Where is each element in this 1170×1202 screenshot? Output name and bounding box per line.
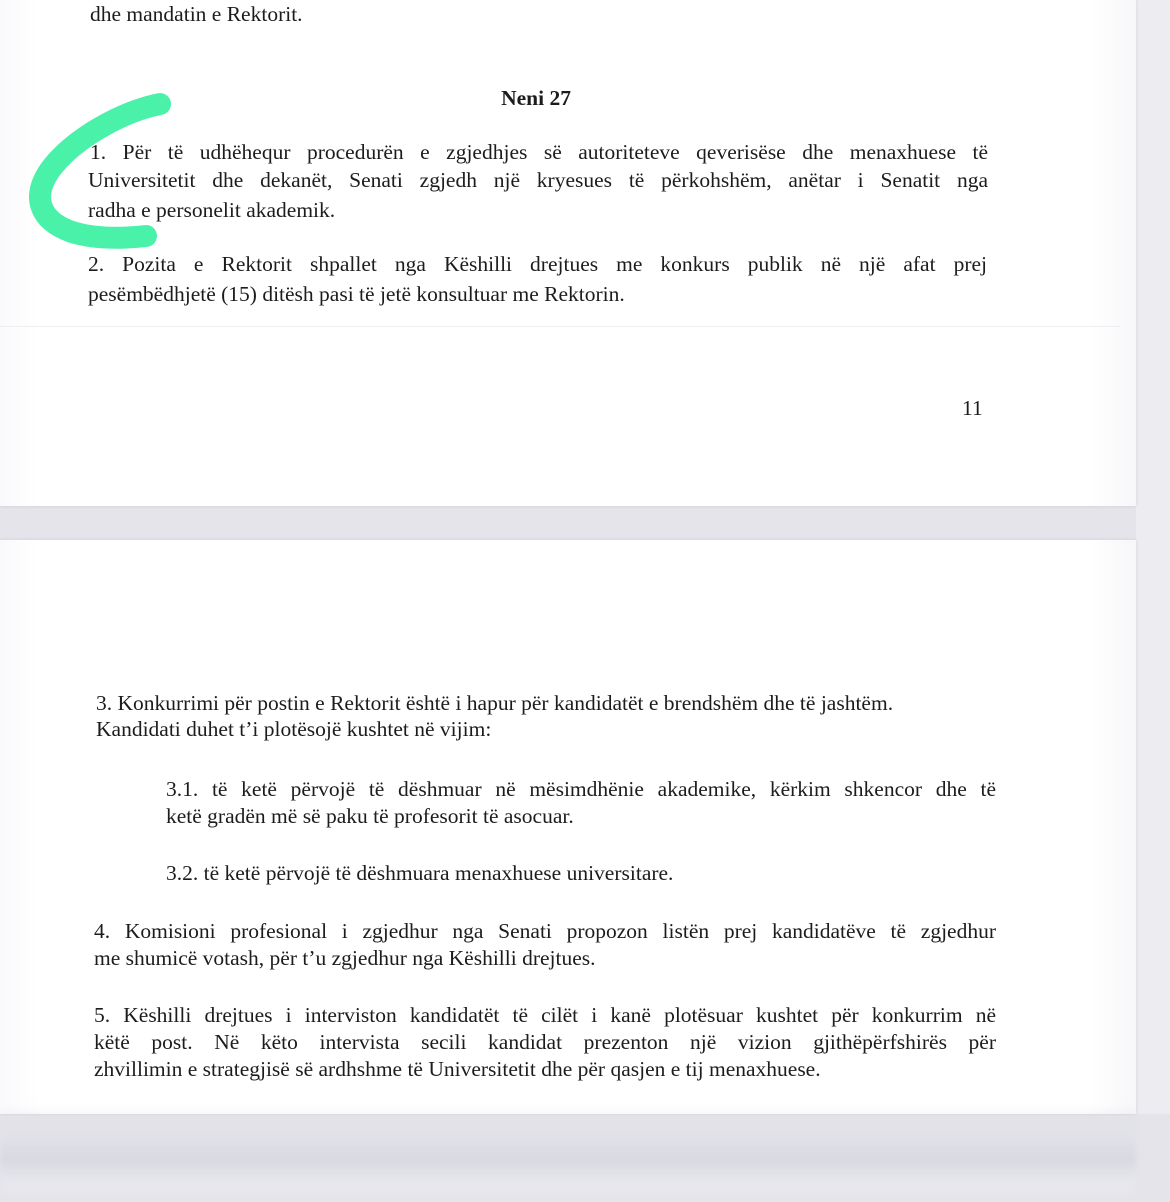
article-heading: Neni 27: [501, 86, 571, 110]
paragraph-2-line-2: pesëmbëdhjetë (15) ditësh pasi të jetë konsultuar me Rektorin.: [88, 282, 625, 306]
paragraph-4-line-1: 4. Komisioni profesional i zgjedhur nga Senati propozon listën prej kandidatëve të zgjedhur: [94, 919, 996, 943]
scan-artifact-line: [0, 326, 1120, 327]
paragraph-3-line-1: 3. Konkurrimi për postin e Rektorit është i hapur për kandidatët e brendshëm dhe të jashtëm.: [96, 691, 894, 715]
paragraph-1-line-2: Universitetit dhe dekanët, Senati zgjedh një kryesues të përkohshëm, anëtar i Senatit nga: [88, 168, 988, 192]
paragraph-1-line-1: 1. Për të udhëhequr procedurën e zgjedhjes së autoriteteve qeverisëse dhe menaxhuese të: [90, 140, 988, 164]
document-page-11: [0, 0, 1136, 506]
document-page-12: [0, 540, 1136, 1114]
item-3-1-line-1: 3.1. të ketë përvojë të dëshmuar në mësimdhënie akademike, kërkim shkencor dhe të: [166, 777, 996, 801]
viewer-background-strip: [1136, 0, 1170, 1114]
paragraph-2-line-1: 2. Pozita e Rektorit shpallet nga Këshilli drejtues me konkurs publik në një afat prej: [88, 252, 987, 276]
paragraph-3-line-2: Kandidati duhet t’i plotësojë kushtet në vijim:: [96, 717, 492, 741]
blurred-region: [0, 1106, 1136, 1202]
paragraph-1-line-3: radha e personelit akademik.: [88, 198, 336, 222]
item-3-1-line-2: ketë gradën më së paku të profesorit të asocuar.: [166, 804, 574, 828]
page-number: 11: [962, 396, 983, 420]
item-3-2-line-1: 3.2. të ketë përvojë të dëshmuara menaxhuese universitare.: [166, 861, 674, 885]
carryover-line: dhe mandatin e Rektorit.: [90, 2, 303, 26]
paragraph-4-line-2: me shumicë votash, për t’u zgjedhur nga Këshilli drejtues.: [94, 946, 596, 970]
paragraph-5-line-2: këtë post. Në këto intervista secili kandidat prezenton një vizion gjithëpërfshirës për: [94, 1030, 996, 1054]
paragraph-5-line-3: zhvillimin e strategjisë së ardhshme të Universitetit dhe për qasjen e tij menaxhuese.: [94, 1057, 821, 1081]
paragraph-5-line-1: 5. Këshilli drejtues i interviston kandidatët të cilët i kanë plotësuar kushtet për konkurrim në: [94, 1003, 996, 1027]
